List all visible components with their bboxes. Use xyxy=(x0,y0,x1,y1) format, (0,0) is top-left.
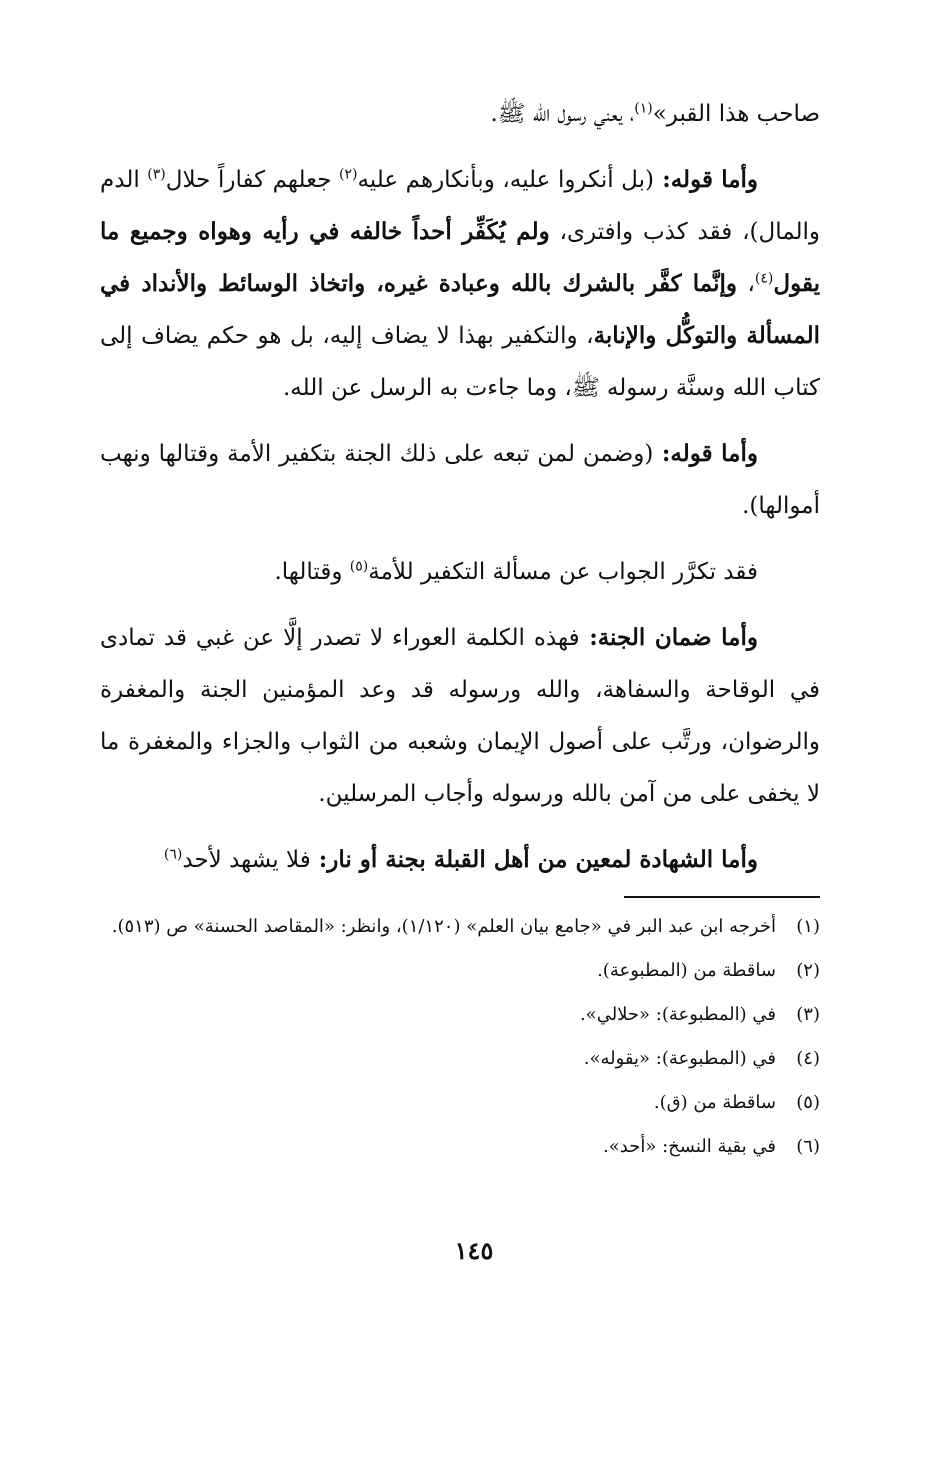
footnote-text: ساقطة من (ق). xyxy=(653,1092,776,1113)
text-segment: فلا يشهد لأحد xyxy=(182,847,311,873)
footnote-item xyxy=(100,1084,820,1122)
paragraph-3 xyxy=(100,428,820,532)
footnote-text: أخرجه ابن عبد البر في «جامع بيان العلم» (١/١٢٠)، وانظر: «المقاصد الحسنة» ص (٥١٣). xyxy=(111,916,776,937)
footnote-ref[interactable]: (٣) xyxy=(147,166,166,183)
text-segment-bold: وأما الشهادة لمعين من أهل القبلة بجنة أو نار: xyxy=(310,846,758,873)
footnote-item xyxy=(100,1128,820,1166)
paragraph-5 xyxy=(100,612,820,820)
footnote-number: (٢) xyxy=(796,960,820,981)
footnote-number: (٥) xyxy=(796,1092,820,1113)
text-segment: جعلهم كفاراً حلال xyxy=(165,167,339,193)
paragraph-1 xyxy=(100,88,820,140)
text-segment: فقد تكرَّر الجواب عن مسألة التكفير للأمة xyxy=(368,559,758,585)
footnote-number: (٣) xyxy=(796,1004,820,1025)
footnote-item xyxy=(100,908,820,946)
footnotes xyxy=(100,908,820,1172)
main-text xyxy=(100,88,820,900)
text-segment-bold: وإنَّما كفَّر بالشرك بالله وعبادة غيره، واتخاذ الوسائط والأنداد في المسألة والتوكُّل والإنابة xyxy=(100,270,820,349)
footnote-ref[interactable]: (١) xyxy=(634,100,653,117)
text-segment: وقتالها. xyxy=(274,559,350,585)
text-segment: ، والتكفير بهذا لا يضاف إليه، بل هو حكم يضاف إلى كتاب الله وسنَّة رسوله ﷺ، وما جاءت به الرسل عن الله. xyxy=(100,323,820,401)
paragraph-6 xyxy=(100,834,820,886)
footnote-ref[interactable]: (٤) xyxy=(754,270,774,287)
text-segment: صاحب هذا القبر» xyxy=(652,101,820,127)
footnote-item xyxy=(100,996,820,1034)
footnote-number: (٦) xyxy=(796,1136,820,1157)
footnote-text: ساقطة من (المطبوعة). xyxy=(597,960,776,981)
footnote-item xyxy=(100,1040,820,1078)
text-segment-bold: وأما قوله: xyxy=(653,440,758,467)
footnote-ref[interactable]: (٢) xyxy=(339,166,358,183)
footnote-text: في (المطبوعة): «يقوله». xyxy=(583,1048,776,1069)
footnote-divider xyxy=(624,896,820,898)
footnote-item xyxy=(100,952,820,990)
footnote-text: في بقية النسخ: «أحد». xyxy=(603,1136,776,1157)
paragraph-2 xyxy=(100,154,820,414)
footnote-ref[interactable]: (٦) xyxy=(163,846,183,863)
text-segment: ، xyxy=(736,271,755,297)
footnote-number: (١) xyxy=(796,916,820,937)
text-segment: (وضمن لمن تبعه على ذلك الجنة بتكفير الأمة وقتالها ونهب أموالها). xyxy=(100,441,820,519)
text-segment-bold: وأما قوله: xyxy=(653,166,759,193)
page-number: ١٤٥ xyxy=(454,1236,494,1265)
text-segment: (بل أنكروا عليه، وبأنكارهم عليه xyxy=(357,167,654,193)
text-segment: فهذه الكلمة العوراء لا تصدر إلَّا عن غبي قد تمادى في الوقاحة والسفاهة، والله ورسوله قد وعد المؤمنين الجنة والمغفرة والرضوان، ورتَّب على أصول الإيمان وشعبه من الثواب والجزاء والمغفرة ما لا يخفى على من آمن بالله ورسوله وأجاب المرسلين. xyxy=(100,625,820,807)
text-segment-bold: ولم يُكَفِّر أحداً خالفه في رأيه وهواه وجميع ما يقول xyxy=(100,218,821,297)
text-segment-bold: وأما ضمان الجنة: xyxy=(579,624,759,651)
footnote-text: في (المطبوعة): «حلالي». xyxy=(579,1004,776,1025)
paragraph-4 xyxy=(100,546,820,598)
footnote-number: (٤) xyxy=(796,1048,820,1069)
footnote-ref[interactable]: (٥) xyxy=(349,558,369,575)
text-segment: الدم والمال)، فقد كذب وافترى، xyxy=(100,167,821,245)
text-segment: ، يعني رسول الله ﷺ. xyxy=(490,101,635,127)
